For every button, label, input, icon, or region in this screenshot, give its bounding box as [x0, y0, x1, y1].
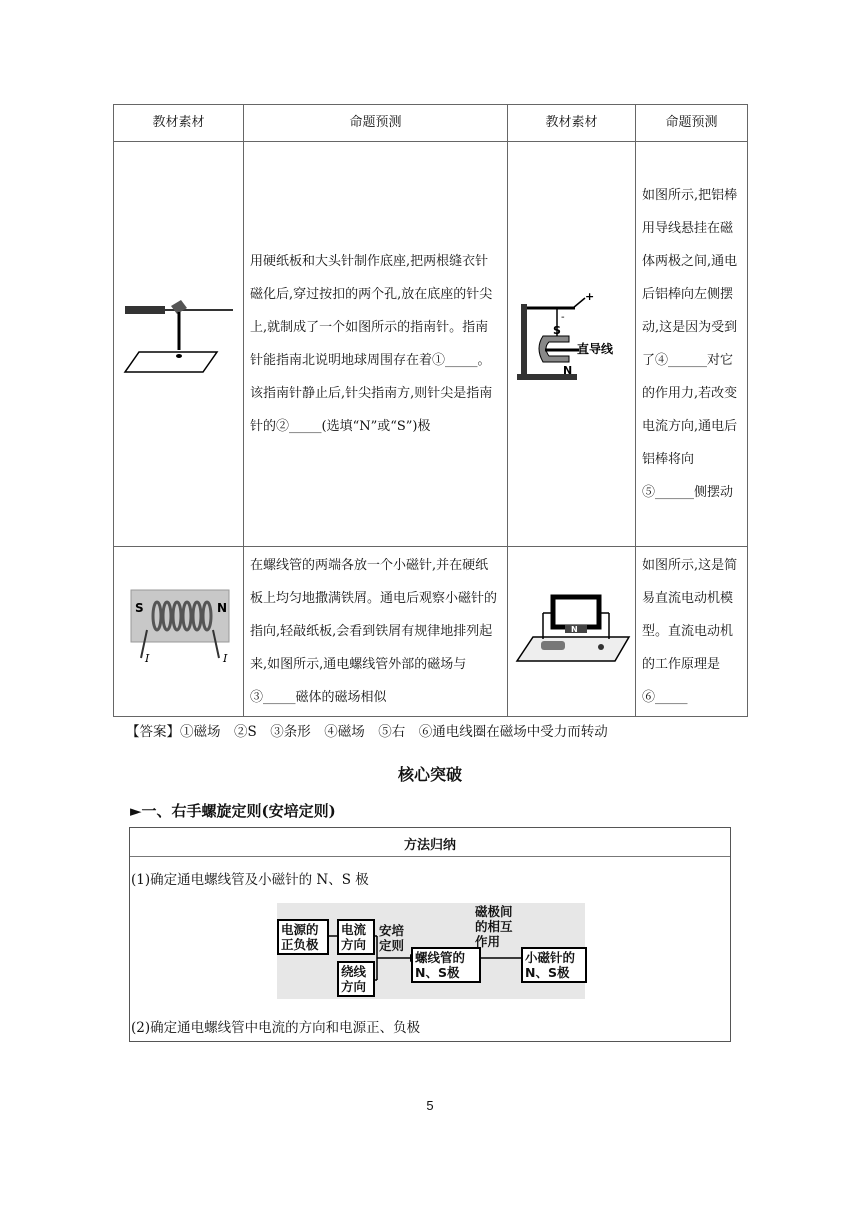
solenoid-iron-filings-image — [123, 584, 235, 666]
solenoid-s-label: S — [134, 601, 144, 615]
aluminum-rod-prediction-text: 如图所示,把铝棒用导线悬挂在磁体两极之间,通电后铝棒向左侧摆动,这是因为受到了④______对它的作用力,若改变电流方向,通电后铝棒将向⑤______侧摆动 — [636, 142, 748, 547]
flow-box-needle-poles: 小磁针的N、S极 — [521, 947, 587, 983]
section-title: 核心突破 — [397, 765, 462, 784]
solenoid-image-cell — [114, 547, 244, 717]
method-summary-box — [129, 827, 731, 1042]
page-number: 5 — [426, 1098, 434, 1113]
compass-prediction-text: 用硬纸板和大头针制作底座,把两根缝衣针磁化后,穿过按扣的两个孔,放在底座的针尖上,就制成了一个如图所示的指南针。指南针能指南北说明地球周围存在着①_____。该指南针静止后,针尖指南方,则针尖是指南针的②_____(选填“N”或“S”)极 — [244, 142, 508, 547]
method-item-2: (2)确定通电螺线管中电流的方向和电源正、负极 — [131, 1020, 421, 1036]
method-item-1: (1)确定通电螺线管及小磁针的 N、S 极 — [131, 872, 369, 888]
flow-label-pole-interaction: 磁极间的相互作用 — [475, 904, 513, 949]
method-box-divider — [130, 856, 730, 857]
motor-image-cell — [508, 547, 636, 717]
current-label-right: I — [222, 652, 227, 665]
needle-compass-image — [121, 298, 237, 378]
flow-label-ampere-rule: 安培定则 — [379, 923, 405, 953]
method-box-title: 方法归纳 — [403, 838, 456, 853]
dc-motor-model-image — [511, 585, 633, 665]
header-material-1: 教材素材 — [114, 105, 244, 142]
flow-box-current-direction: 电流方向 — [337, 919, 375, 955]
header-prediction-2: 命题预测 — [636, 105, 748, 142]
flow-box-solenoid-poles: 螺线管的N、S极 — [411, 947, 481, 983]
current-label-left: I — [144, 652, 149, 665]
header-material-2: 教材素材 — [508, 105, 636, 142]
flow-box-winding-direction: 绕线方向 — [337, 961, 375, 997]
aluminum-rod-apparatus-image — [513, 290, 631, 386]
flow-box-power-poles: 电源的正负极 — [277, 919, 329, 955]
aluminum-rod-image-cell — [508, 142, 636, 547]
header-prediction-1: 命题预测 — [244, 105, 508, 142]
minus-sign: - — [560, 311, 565, 323]
s-pole-label: S — [552, 323, 561, 337]
compass-image-cell — [114, 142, 244, 547]
section-heading: ►一、右手螺旋定则(安培定则) — [130, 802, 336, 820]
solenoid-prediction-text: 在螺线管的两端各放一个小磁针,并在硬纸板上均匀地撒满铁屑。通电后观察小磁针的指向,轻敲纸板,会看到铁屑有规律地排列起来,如图所示,通电螺线管外部的磁场与③_____磁体的磁场相似 — [244, 547, 508, 717]
answer-line: 【答案】①磁场 ②S ③条形 ④磁场 ⑤右 ⑥通电线圈在磁场中受力而转动 — [126, 724, 608, 740]
flow-diagram — [277, 903, 585, 999]
material-table — [113, 104, 748, 717]
n-pole-label: N — [562, 363, 572, 377]
solenoid-n-label: N — [216, 601, 227, 615]
motor-prediction-text: 如图所示,这是简易直流电动机模型。直流电动机的工作原理是⑥_____ — [636, 547, 748, 717]
motor-n-label: N — [570, 625, 578, 634]
plus-sign: + — [584, 289, 594, 303]
straight-wire-label: 直导线 — [576, 341, 613, 356]
